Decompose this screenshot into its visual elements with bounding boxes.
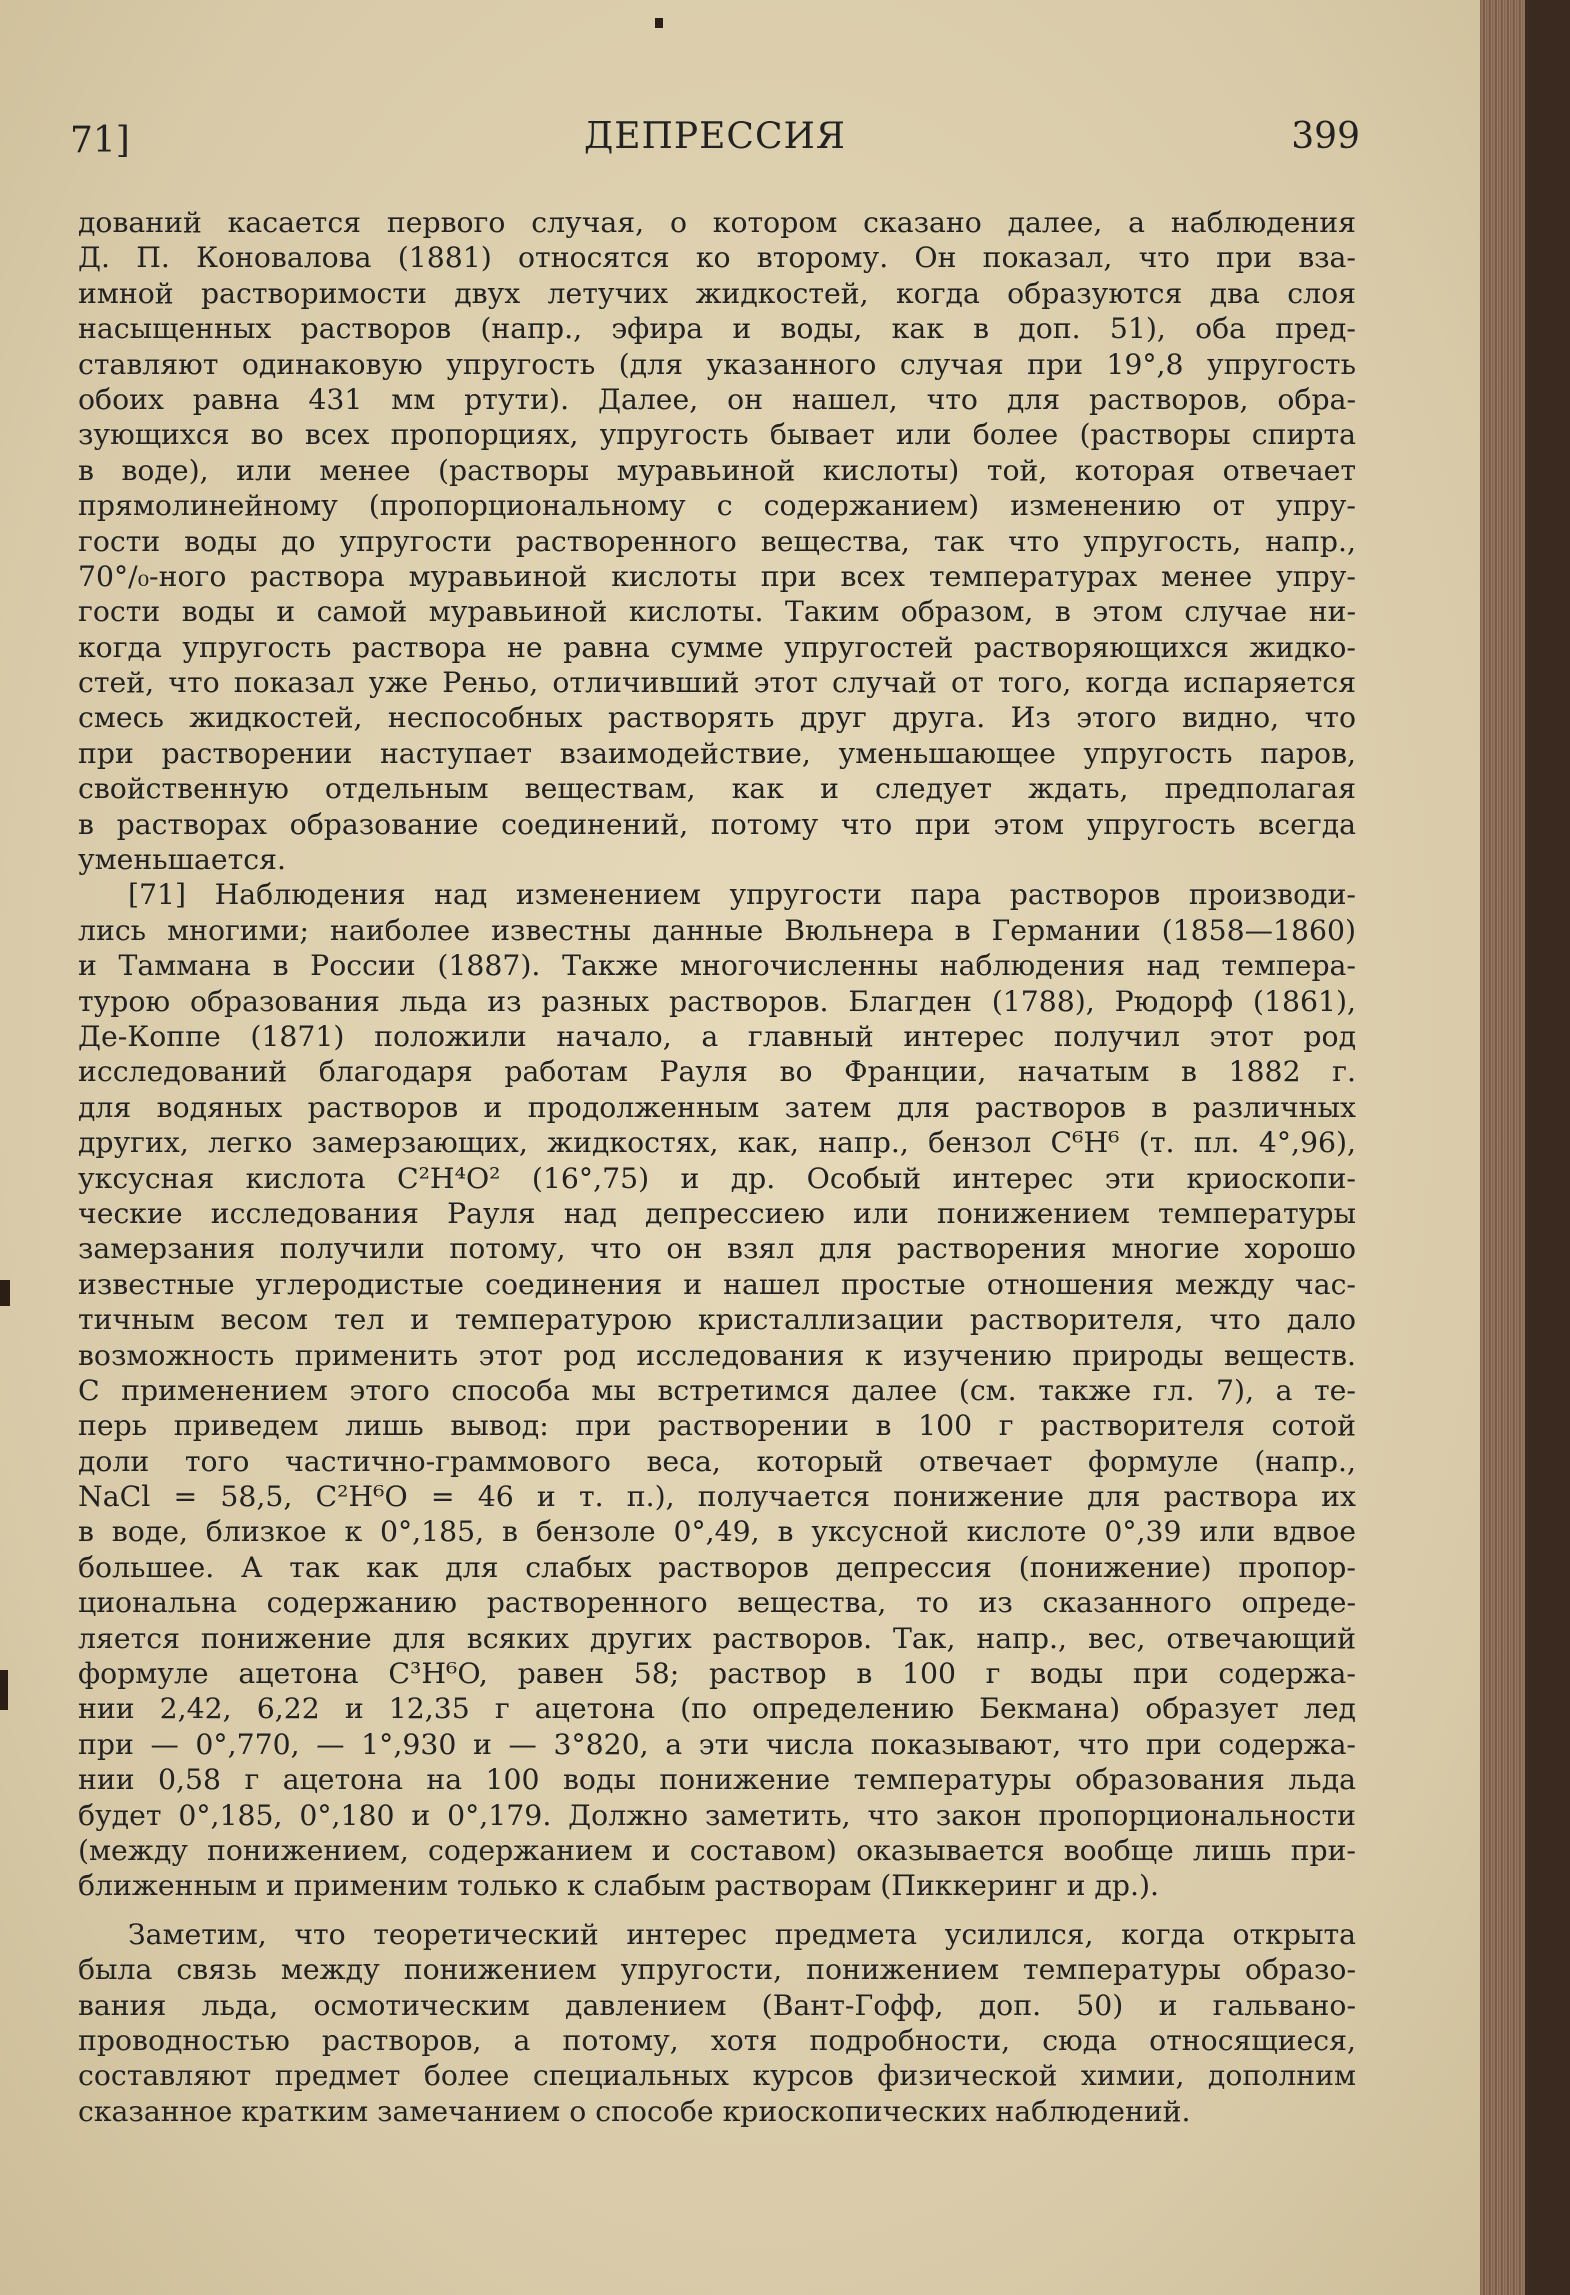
text-line: гости воды и самой муравьиной кислоты. Таким образом, в этом случае ни- — [78, 595, 1356, 629]
text-line: нии 2,42, 6,22 и 12,35 г ацетона (по определению Бекмана) образует лед — [78, 1692, 1356, 1726]
text-line: насыщенных растворов (напр., эфира и воды, как в доп. 51), оба пред- — [78, 312, 1356, 346]
text-line: доли того частично-граммового веса, который отвечает формуле (напр., — [78, 1444, 1356, 1478]
book-edge — [1480, 0, 1525, 2295]
text-line: уксусная кислота C²H⁴O² (16°,75) и др. Особый интерес эти криоскопи- — [78, 1161, 1356, 1195]
text-line: и Таммана в России (1887). Также многочисленны наблюдения над темпера- — [78, 949, 1356, 983]
text-line: Заметим, что теоретический интерес предмета усилился, когда открыта — [128, 1917, 1356, 1951]
text-line: составляют предмет более специальных курсов физической химии, дополним — [78, 2059, 1356, 2093]
page-number: 399 — [1291, 116, 1360, 157]
text-line: [71] Наблюдения над изменением упругости пара растворов производи- — [128, 878, 1356, 912]
text-line: дований касается первого случая, о котором сказано далее, а наблюдения — [78, 206, 1356, 239]
text-line: ближенным и применим только к слабым растворам (Пиккеринг и др.). — [78, 1869, 1160, 1903]
text-line: прямолинейному (пропорциональному с содержанием) изменению от упру- — [78, 489, 1356, 523]
running-title: ДЕПРЕССИЯ — [583, 116, 846, 157]
top-dot — [655, 18, 663, 28]
text-line: когда упругость раствора не равна сумме упругостей растворяющихся жидко- — [78, 630, 1356, 664]
paragraph — [78, 877, 1356, 1903]
text-line: сказанное кратким замечанием о способе криоскопических наблюдений. — [78, 2094, 1191, 2128]
text-line: зующихся во всех пропорциях, упругость бывает или более (растворы спирта — [78, 418, 1356, 452]
text-line: вания льда, осмотическим давлением (Вант-Гофф, доп. 50) и гальвано- — [78, 1988, 1356, 2022]
text-line: замерзания получили потому, что он взял для растворения многие хорошо — [78, 1232, 1356, 1266]
text-line: будет 0°,185, 0°,180 и 0°,179. Должно заметить, что закон пропорциональности — [78, 1798, 1356, 1832]
paragraph — [78, 205, 1356, 877]
text-line: большее. А так как для слабых растворов депрессия (понижение) пропор- — [78, 1550, 1356, 1584]
text-line: при — 0°,770, — 1°,930 и — 3°820, а эти числа показывают, что при содержа- — [78, 1727, 1356, 1761]
margin-mark — [0, 1280, 10, 1306]
text-line: в воде), или менее (растворы муравьиной кислоты) той, которая отвечает — [78, 453, 1356, 487]
text-line: исследований благодаря работам Рауля во Франции, начатым в 1882 г. — [78, 1055, 1356, 1089]
text-line: циональна содержанию растворенного вещества, то из сказанного опреде- — [78, 1586, 1356, 1620]
text-line: свойственную отдельным веществам, как и следует ждать, предполагая — [78, 772, 1356, 806]
text-line: стей, что показал уже Реньо, отличивший этот случай от того, когда испаряется — [78, 666, 1356, 700]
paragraph — [78, 1917, 1356, 2129]
text-line: перь приведем лишь вывод: при растворении в 100 г растворителя сотой — [78, 1409, 1356, 1443]
text-line: в растворах образование соединений, потому что при этом упругость всегда — [78, 807, 1356, 841]
text-line: лись многими; наиболее известны данные Вюльнера в Германии (1858—1860) — [78, 913, 1356, 947]
text-line: турою образования льда из разных растворов. Благден (1788), Рюдорф (1861), — [78, 984, 1356, 1018]
margin-mark — [0, 1670, 8, 1710]
text-line: ставляют одинаковую упругость (для указанного случая при 19°,8 упругость — [78, 347, 1356, 381]
body-text — [78, 205, 1356, 2129]
text-line: возможность применить этот род исследования к изучению природы веществ. — [78, 1338, 1356, 1372]
page-header — [70, 112, 1360, 172]
text-line: ляется понижение для всяких других растворов. Так, напр., вес, отвечающий — [78, 1621, 1356, 1655]
text-line: формуле ацетона C³H⁶O, равен 58; раствор в 100 г воды при содержа- — [78, 1657, 1356, 1691]
text-line: при растворении наступает взаимодействие, уменьшающее упругость паров, — [78, 736, 1356, 770]
text-line: для водяных растворов и продолженным затем для растворов в различных — [78, 1090, 1356, 1124]
text-line: NaCl = 58,5, C²H⁶O = 46 и т. п.), получается понижение для раствора их — [78, 1480, 1356, 1514]
text-line: 70°/₀-ного раствора муравьиной кислоты при всех температурах менее упру- — [78, 559, 1356, 593]
text-line: обоих равна 431 мм ртути). Далее, он нашел, что для растворов, обра- — [78, 382, 1356, 416]
text-line: Д. П. Коновалова (1881) относятся ко второму. Он показал, что при вза- — [78, 241, 1356, 275]
text-line: проводностью растворов, а потому, хотя подробности, сюда относящиеся, — [78, 2023, 1356, 2057]
text-line: тичным весом тел и температурою кристаллизации растворителя, что дало — [78, 1303, 1356, 1337]
text-line: известные углеродистые соединения и нашел простые отношения между час- — [78, 1267, 1356, 1301]
note-range: 71] — [70, 120, 130, 161]
text-line: Де-Коппе (1871) положили начало, а главный интерес получил этот род — [78, 1019, 1356, 1053]
text-line: в воде, близкое к 0°,185, в бензоле 0°,49, в уксусной кислоте 0°,39 или вдвое — [78, 1515, 1356, 1549]
text-line: (между понижением, содержанием и составом) оказывается вообще лишь при- — [78, 1833, 1356, 1867]
text-line: гости воды до упругости растворенного вещества, так что упругость, напр., — [78, 524, 1356, 558]
text-line: была связь между понижением упругости, понижением температуры образо- — [78, 1953, 1356, 1987]
text-line: уменьшается. — [78, 843, 286, 877]
text-line: смесь жидкостей, неспособных растворять друг друга. Из этого видно, что — [78, 701, 1356, 735]
text-line: ческие исследования Рауля над депрессиею или понижением температуры — [78, 1196, 1356, 1230]
text-line: других, легко замерзающих, жидкостях, как, напр., бензол C⁶H⁶ (т. пл. 4°,96), — [78, 1126, 1356, 1160]
text-line: С применением этого способа мы встретимся далее (см. также гл. 7), а те- — [78, 1373, 1356, 1407]
text-line: имной растворимости двух летучих жидкостей, когда образуются два слоя — [78, 276, 1356, 310]
text-line: нии 0,58 г ацетона на 100 воды понижение температуры образования льда — [78, 1763, 1356, 1797]
